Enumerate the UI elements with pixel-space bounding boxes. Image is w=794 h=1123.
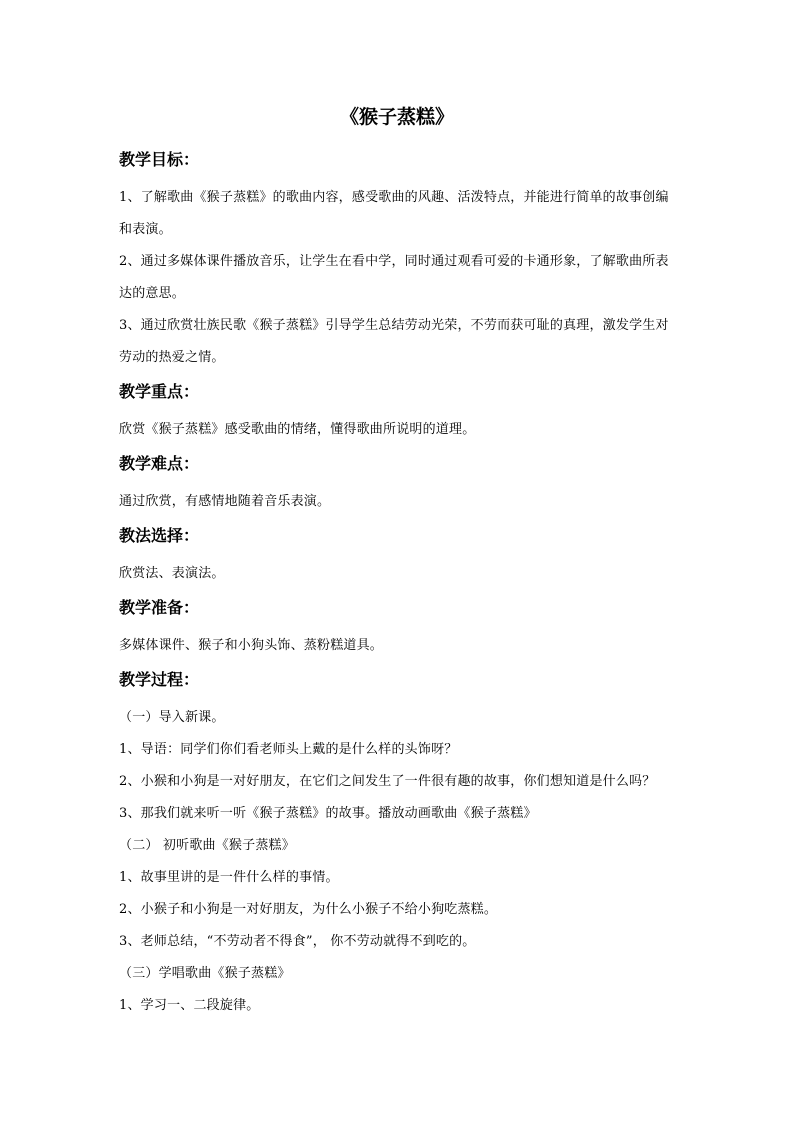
paragraph: （一）导入新课。 [119,710,225,725]
section-heading: 教学目标： [119,150,200,169]
section-process [119,666,679,1022]
paragraph: 欣赏《猴子蒸糕》感受歌曲的情绪，懂得歌曲所说明的道理。 [119,422,476,437]
section-teaching-goals [119,146,679,374]
section-heading: 教学过程： [119,670,200,689]
paragraph: 2、小猴子和小狗是一对好朋友，为什么小猴子不给小狗吃蒸糕。 [119,902,498,917]
paragraph: （三）学唱歌曲《猴子蒸糕》 [119,966,291,981]
paragraph: 多媒体课件、猴子和小狗头饰、蒸粉糕道具。 [119,638,384,653]
section-heading: 教学重点： [119,382,200,401]
paragraph: 2、通过多媒体课件播放音乐，让学生在看中学，同时通过观看可爱的卡通形象，了解歌曲所表达的意思。 [119,254,669,301]
paragraph: 3、那我们就来听一听《猴子蒸糕》的故事。播放动画歌曲《猴子蒸糕》 [119,806,537,821]
section-preparation [119,594,679,662]
section-heading: 教学准备： [119,598,200,617]
document-title: 《猴子蒸糕》 [339,106,454,128]
paragraph: 1、了解歌曲《猴子蒸糕》的歌曲内容，感受歌曲的风趣、活泼特点，并能进行简单的故事创编和表演。 [119,190,669,237]
paragraph: 1、学习一、二段旋律。 [119,998,260,1013]
paragraph: 3、通过欣赏壮族民歌《猴子蒸糕》引导学生总结劳动光荣，不劳而获可耻的真理，激发学生对劳动的热爱之情。 [119,318,669,365]
document-body [119,146,679,1022]
paragraph: 1、导语：同学们你们看老师头上戴的是什么样的头饰呀？ [119,742,458,757]
paragraph: 3、老师总结，“不劳动者不得食”， 你不劳动就得不到吃的。 [119,934,476,949]
section-heading: 教法选择： [119,526,200,545]
paragraph: 1、故事里讲的是一件什么样的事情。 [119,870,339,885]
paragraph: 欣赏法、表演法。 [119,566,225,581]
section-heading: 教学难点： [119,454,200,473]
paragraph: 2、小猴和小狗是一对好朋友，在它们之间发生了一件很有趣的故事，你们想知道是什么吗？ [119,774,656,789]
section-difficulties [119,450,679,518]
section-methods [119,522,679,590]
section-key-points [119,378,679,446]
paragraph: （二） 初听歌曲《猴子蒸糕》 [119,838,295,853]
paragraph: 通过欣赏，有感情地随着音乐表演。 [119,494,331,509]
